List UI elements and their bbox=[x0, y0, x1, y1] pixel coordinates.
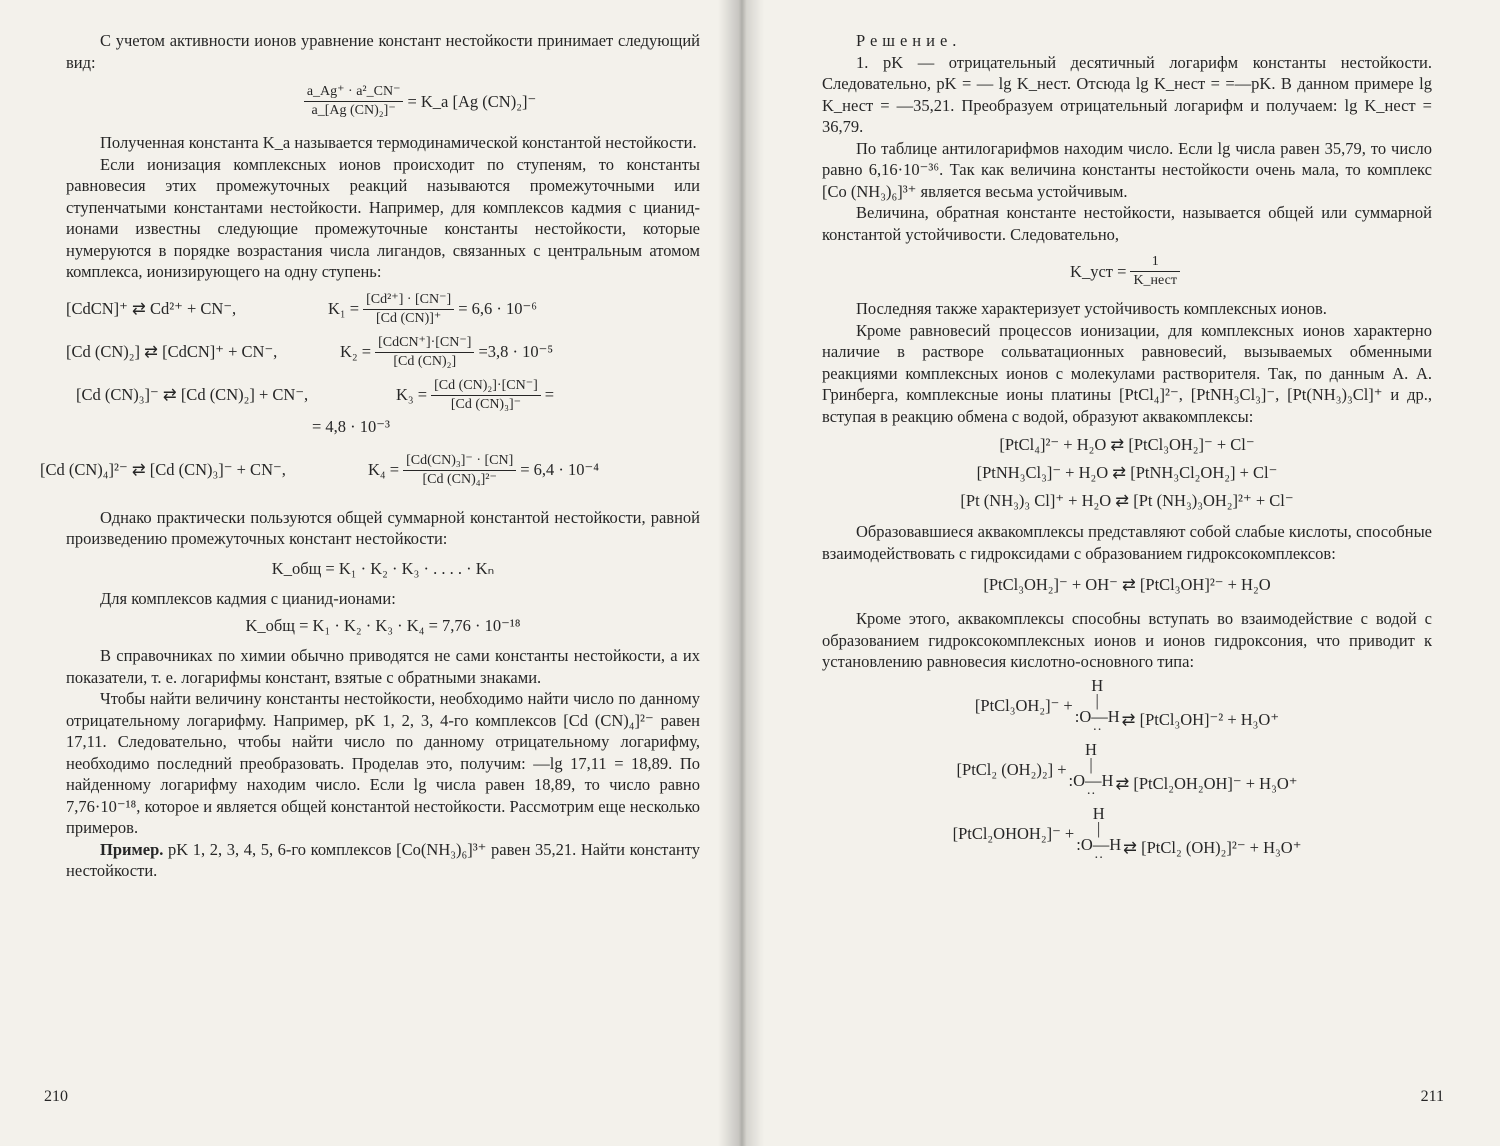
equation-rhs: = 6,4 · 10⁻⁴ bbox=[520, 460, 600, 479]
equation-lhs: [Cd (CN)₄]²⁻ ⇄ [Cd (CN)₃]⁻ + CN⁻, bbox=[40, 460, 286, 479]
equation-rhs: = bbox=[544, 385, 555, 404]
book-gutter bbox=[718, 0, 764, 1146]
hydrogen-atom: H bbox=[1092, 803, 1105, 823]
page-number-left: 210 bbox=[44, 1088, 68, 1105]
right-page bbox=[740, 0, 1500, 1146]
example-label: Пример. bbox=[100, 839, 164, 859]
equation-k: K₃ = bbox=[396, 385, 428, 404]
water-molecule bbox=[1074, 675, 1120, 738]
fraction-denominator: [Cd (CN)₄]²⁻ bbox=[422, 471, 497, 487]
solution-paragraph-1: 1. pK — отрицательный десятичный логарифм константы нестойкости. Следовательно, pK = — lg K_нест. Отсюда lg K_нест = =—pK. В данном примере lg K_нест = —35,21. Преобразуем отрицательный логарифм и получаем: lg K_нест = 36,79. bbox=[822, 52, 1432, 136]
equation-fraction bbox=[431, 377, 541, 414]
struct-lhs: [PtCl₂OHOH₂]⁻ + bbox=[952, 823, 1075, 843]
general-constant-formula: K_общ = K₁ · K₂ · K₃ · . . . . · Kₙ bbox=[271, 558, 495, 578]
equation-lhs: [Cd (CN)₂] ⇄ [CdCN]⁺ + CN⁻, bbox=[66, 342, 278, 361]
structural-equation bbox=[822, 739, 1432, 802]
water-molecule bbox=[1068, 739, 1114, 802]
fraction-denominator: a_[Ag (CN)₂]⁻ bbox=[311, 103, 396, 118]
equation-row bbox=[76, 377, 700, 414]
equation-lhs: [Cd (CN)₃]⁻ ⇄ [Cd (CN)₂] + CN⁻, bbox=[76, 385, 309, 404]
structural-equations bbox=[822, 675, 1432, 866]
structural-equation bbox=[822, 803, 1432, 866]
fraction-denominator: [Cd (CN)]⁺ bbox=[375, 310, 442, 326]
struct-rhs: ⇄ [PtCl₃OH]⁻² + H₃O⁺ bbox=[1121, 709, 1280, 729]
equation-rhs: =3,8 · 10⁻⁵ bbox=[478, 342, 554, 361]
stability-paragraph: Величина, обратная константе нестойкости, называется общей или суммарной константой устойчивости. Следовательно, bbox=[822, 203, 1432, 244]
struct-lhs: [PtCl₂ (OH₂)₂] + bbox=[956, 759, 1067, 779]
fraction-denominator: K_нест bbox=[1133, 273, 1177, 288]
equation-row bbox=[66, 334, 700, 371]
fraction-numerator: [Cd(CN)₃]⁻ · [CN] bbox=[403, 452, 516, 471]
lone-pair: ·· bbox=[1094, 850, 1104, 866]
fraction-numerator: a_Ag⁺ · a²_CN⁻ bbox=[304, 83, 404, 102]
structural-equation bbox=[822, 675, 1432, 738]
equation-row bbox=[66, 291, 700, 328]
stability-formula bbox=[822, 253, 1432, 290]
formula-rhs: = K_a [Ag (CN)₂]⁻ bbox=[407, 91, 537, 111]
equation-fraction bbox=[363, 291, 454, 328]
fraction-denominator: [Cd (CN)₂] bbox=[393, 353, 457, 369]
bond-line: | bbox=[1097, 818, 1101, 838]
general-constant-paragraph: Однако практически пользуются общей суммарной константой нестойкости, равной произведению промежуточных констант нестойкости: bbox=[66, 507, 700, 548]
lone-pair: ·· bbox=[1086, 786, 1096, 802]
fraction-numerator: 1 bbox=[1130, 253, 1180, 272]
equation-continuation: = 4,8 · 10⁻³ bbox=[312, 416, 390, 436]
aqua-equation: [Pt (NH₃)₃ Cl]⁺ + H₂O ⇄ [Pt (NH₃)₃OH₂]²⁺ + Cl⁻ bbox=[960, 491, 1294, 510]
equation-k: K₄ = bbox=[368, 460, 400, 479]
solution-paragraph-2: По таблице антилогарифмов находим число. Если lg числа равен 35,79, то число равно 6,16·10⁻³⁶. Так как величина константы нестойкости очень мала, то комплекс [Co (NH₃)₆]³⁺ является весьма устойчивым. bbox=[822, 138, 1432, 201]
left-page bbox=[0, 0, 740, 1146]
activity-fraction bbox=[304, 83, 404, 120]
bond-line: | bbox=[1089, 754, 1093, 774]
equation-k: K₁ = bbox=[328, 299, 360, 318]
hydroxo-equation: [PtCl₃OH₂]⁻ + OH⁻ ⇄ [PtCl₃OH]²⁻ + H₂O bbox=[983, 575, 1271, 594]
example-text: pK 1, 2, 3, 4, 5, 6-го комплексов [Co(NH₃)₆]³⁺ равен 35,21. Найти константу нестойкости. bbox=[66, 839, 700, 880]
stepwise-paragraph: Если ионизация комплексных ионов происходит по ступеням, то константы равновесия этих промежуточных реакций называются промежуточными или ступенчатыми константами нестойкости. Например, для комплексов кадмия с цианид-ионами известны следующие промежуточные константы нестойкости, которые нумеруются в порядке возрастания числа лигандов, связанных с центральным атомом комплекса, ионизирующего на одну ступень: bbox=[66, 154, 700, 281]
equation-k: K₂ = bbox=[340, 342, 372, 361]
struct-lhs: [PtCl₃OH₂]⁻ + bbox=[974, 695, 1073, 715]
thermo-paragraph: Полученная константа K_a называется термодинамической константой нестойкости. bbox=[100, 133, 697, 152]
equation-fraction bbox=[375, 334, 474, 371]
fraction-numerator: [Cd (CN)₂]·[CN⁻] bbox=[431, 377, 541, 396]
cadmium-formula: K_общ = K₁ · K₂ · K₃ · K₄ = 7,76 · 10⁻¹⁸ bbox=[245, 616, 521, 635]
acids-paragraph: Образовавшиеся аквакомплексы представляют собой слабые кислоты, способные взаимодействовать с гидроксидами с образованием гидроксокомплексов: bbox=[822, 522, 1432, 563]
also-paragraph: Последняя также характеризует устойчивость комплексных ионов. bbox=[856, 299, 1327, 318]
aqua-equations bbox=[822, 431, 1432, 515]
hydrogen-atom: H bbox=[1085, 739, 1097, 759]
fraction-numerator: [Cd²⁺] · [CN⁻] bbox=[363, 291, 454, 310]
lone-pair: ·· bbox=[1092, 722, 1102, 738]
bond-line: | bbox=[1095, 690, 1099, 710]
cadmium-paragraph: Для комплексов кадмия с цианид-ионами: bbox=[100, 588, 396, 608]
page-number-right: 211 bbox=[1420, 1088, 1444, 1105]
struct-rhs: ⇄ [PtCl₂OH₂OH]⁻ + H₃O⁺ bbox=[1115, 773, 1298, 793]
oxygen-group: :O—H bbox=[1068, 770, 1114, 790]
acid-base-paragraph: Кроме этого, аквакомплексы способны вступать во взаимодействие с водой с образованием гидроксокомплексных ионов и ионов гидроксония, что приводит к установлению равновесия кислотно-основного типа: bbox=[822, 609, 1432, 671]
aqua-equation: [PtCl₄]²⁻ + H₂O ⇄ [PtCl₃OH₂]⁻ + Cl⁻ bbox=[999, 435, 1255, 454]
stability-fraction bbox=[1130, 253, 1180, 290]
water-molecule bbox=[1076, 803, 1122, 866]
handbook-paragraph: В справочниках по химии обычно приводятся не сами константы нестойкости, а их показатели, т. е. логарифмы констант, взятые с обратными знаками. bbox=[66, 646, 700, 687]
solution-title: Решение. bbox=[856, 31, 962, 50]
stepwise-equations bbox=[40, 291, 700, 489]
equation-rhs: = 6,6 · 10⁻⁶ bbox=[458, 299, 537, 318]
stability-lhs: K_уст = bbox=[1070, 261, 1127, 281]
find-constant-paragraph: Чтобы найти величину константы нестойкости, необходимо найти число по данному отрицательному логарифму. Например, pK 1, 2, 3, 4-го комплексов [Cd (CN)₄]²⁻ равен 17,11. Следовательно, чтобы найти число по данному отрицательному логарифму, необходимо последний преобразовать. Проделав это, получим: —lg 17,11 = 18,89. По найденному логарифму находим число. Если lg числа равен 18,89, то число равно 7,76·10⁻¹⁸, которое и является общей константой нестойкости. Рассмотрим еще несколько примеров. bbox=[66, 689, 700, 837]
equation-fraction bbox=[403, 452, 516, 489]
oxygen-group: :O—H bbox=[1074, 706, 1120, 726]
hydrogen-atom: H bbox=[1091, 675, 1104, 695]
fraction-numerator: [CdCN⁺]·[CN⁻] bbox=[375, 334, 474, 353]
oxygen-group: :O—H bbox=[1076, 834, 1122, 854]
example-paragraph bbox=[66, 839, 700, 882]
fraction-denominator: [Cd (CN)₃]⁻ bbox=[450, 396, 522, 412]
activity-formula bbox=[136, 83, 700, 120]
intro-paragraph: С учетом активности ионов уравнение констант нестойкости принимает следующий вид: bbox=[66, 31, 700, 72]
struct-rhs: ⇄ [PtCl₂ (OH)₂]²⁻ + H₃O⁺ bbox=[1123, 837, 1302, 857]
equation-lhs: [CdCN]⁺ ⇄ Cd²⁺ + CN⁻, bbox=[66, 299, 237, 318]
aqua-equation: [PtNH₃Cl₃]⁻ + H₂O ⇄ [PtNH₃Cl₂OH₂] + Cl⁻ bbox=[976, 463, 1278, 482]
equation-row bbox=[40, 452, 700, 489]
solvation-paragraph: Кроме равновесий процессов ионизации, для комплексных ионов характерно наличие в растворе сольватационных равновесий, вызываемых обменными реакциями комплексных ионов с молекулами растворителя. Так, по данным А. А. Гринберга, комплексные ионы платины [PtCl₄]²⁻, [PtNH₃Cl₃]⁻, [Pt(NH₃)₃Cl]⁺ и др., вступая в реакцию обмена с водой, образуют аквакомплексы: bbox=[822, 320, 1432, 426]
